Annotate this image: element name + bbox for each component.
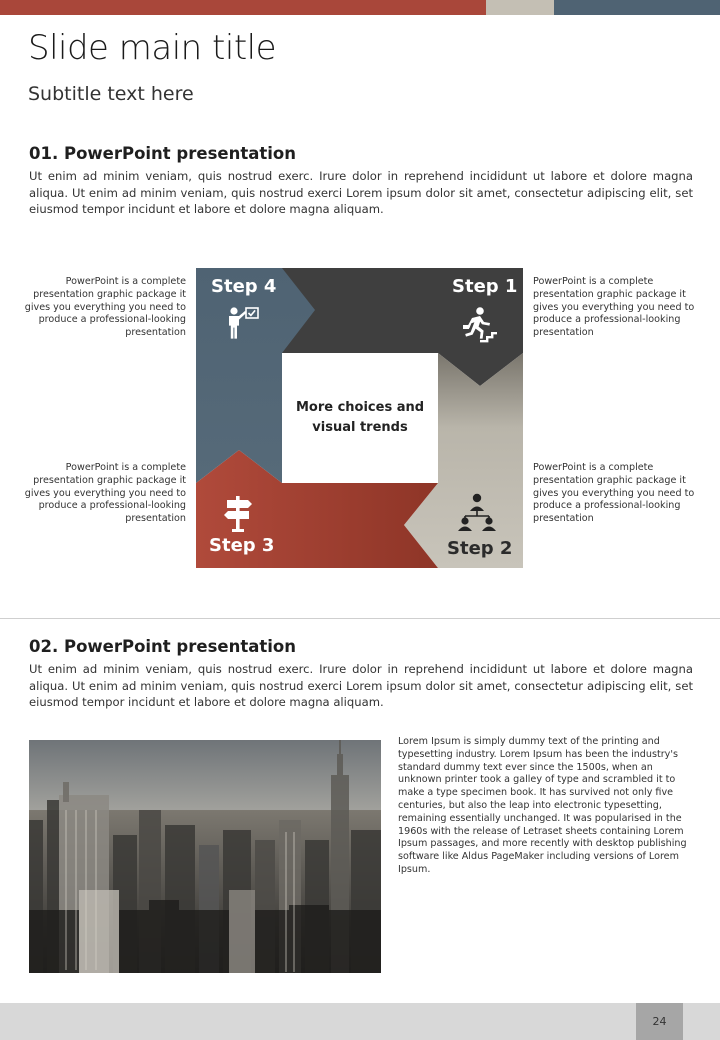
city-skyline-illustration [29,740,381,973]
center-text: More choices and visual trends [282,353,438,483]
team-hierarchy-icon [456,492,498,532]
step-4-label: Step 4 [211,276,277,297]
step-cycle-diagram [196,268,523,568]
top-bar-slate-segment [554,0,720,15]
slide-subtitle: Subtitle text here [28,83,194,105]
person-climbing-stairs-icon [460,306,500,344]
note-top-right: PowerPoint is a complete presentation graphic package it gives you everything you need to produce a professional-looking presentation [533,276,695,339]
section-divider [0,618,720,619]
section-2-heading: 02. PowerPoint presentation [29,637,296,656]
top-bar-red-segment [0,0,486,15]
city-skyline-photo [29,740,381,973]
person-checklist-icon [224,306,260,340]
note-bottom-left: PowerPoint is a complete presentation graphic package it gives you everything you need to produce a professional-looking presentation [24,462,186,525]
section-1-heading: 01. PowerPoint presentation [29,144,296,163]
signpost-icon [222,494,254,532]
step-1-label: Step 1 [452,276,518,297]
page-number: 24 [636,1003,683,1040]
section-2-body: Ut enim ad minim veniam, quis nostrud exerc. Irure dolor in reprehend incididunt ut labore et dolore magna aliqua. Ut enim ad minim veniam, quis nostrud exerci Lorem ipsum dolor sit amet, consectetur adipiscing elit, set eiusmod tempor incidunt et labore et dolore magna aliquam. [29,662,693,709]
step-2-label: Step 2 [447,538,513,559]
section-1-body: Ut enim ad minim veniam, quis nostrud exerc. Irure dolor in reprehend incididunt ut labore et dolore magna aliqua. Ut enim ad minim veniam, quis nostrud exerci Lorem ipsum dolor sit amet, consectetur adipiscing elit, set eiusmod tempor incidunt et labore et dolore magna aliquam. [29,169,693,216]
slide-title: Slide main title [28,28,277,68]
photo-caption-text: Lorem Ipsum is simply dummy text of the printing and typesetting industry. Lorem Ipsum has been the industry's standard dummy text ever since the 1500s, when an unknown printer took a galley of type and scrambled it to make a type specimen book. It has survived not only five centuries, but also the leap into electronic typesetting, remaining essentially unchanged. It was popularised in the 1960s with the release of Letraset sheets containing Lorem Ipsum passages, and more recently with desktop publishing software like Aldus PageMaker including versions of Lorem Ipsum. [398,736,687,875]
step-3-label: Step 3 [209,535,275,556]
top-bar-sand-segment [486,0,554,15]
note-top-left: PowerPoint is a complete presentation graphic package it gives you everything you need to produce a professional-looking presentation [24,276,186,339]
top-color-bar [0,0,720,15]
note-bottom-right: PowerPoint is a complete presentation graphic package it gives you everything you need to produce a professional-looking presentation [533,462,695,525]
footer-bar [0,1003,720,1040]
